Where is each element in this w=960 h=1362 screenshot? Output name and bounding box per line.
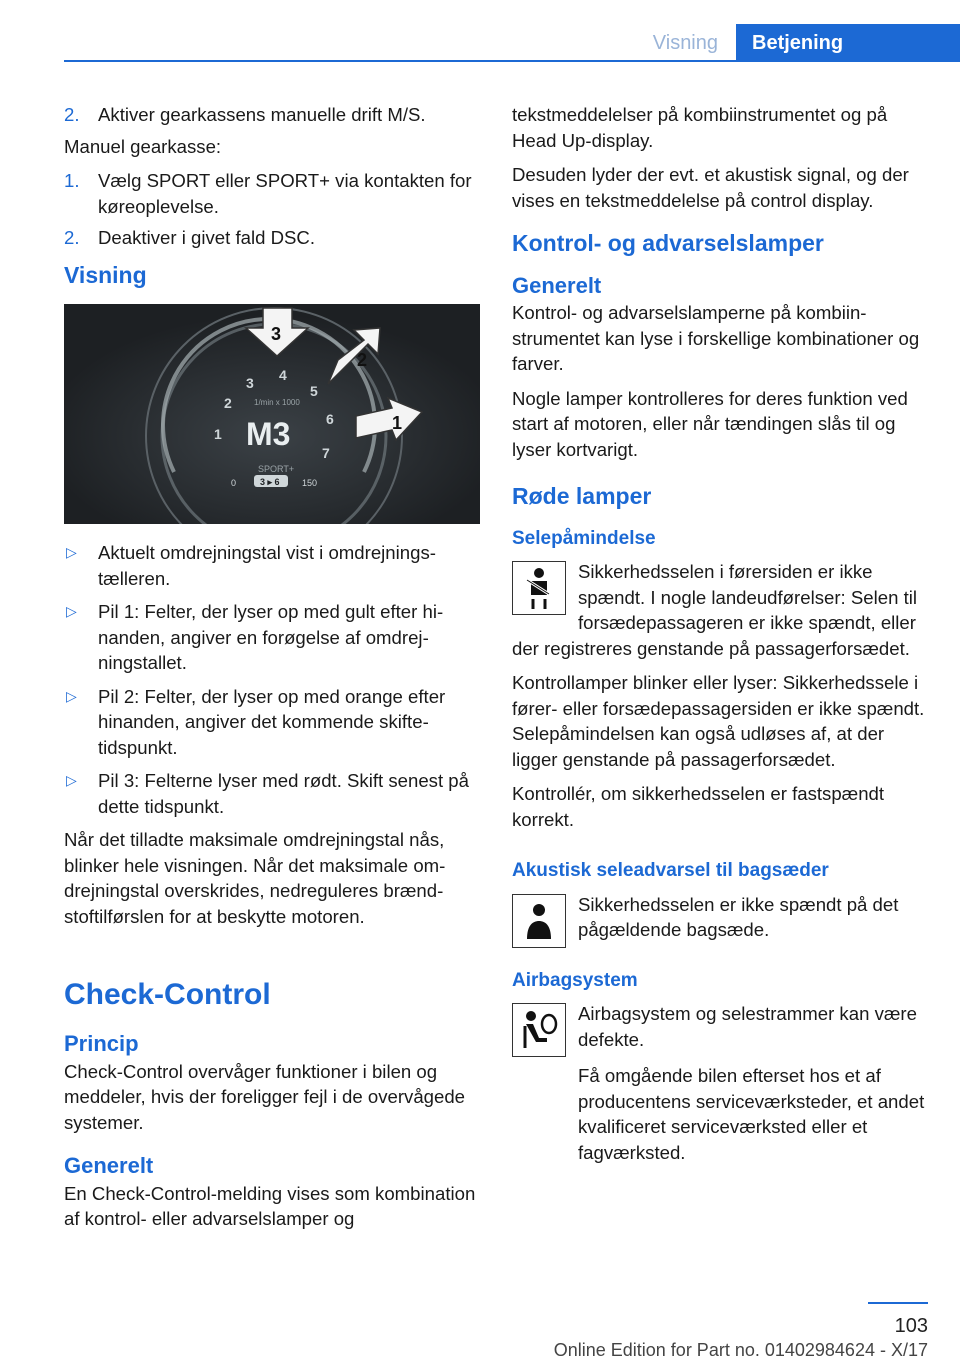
bullet-marker-icon: ▷ xyxy=(66,687,77,704)
akustisk-block xyxy=(512,892,928,948)
edition-label: Online Edition for Part no. 01402984624 - X/17 xyxy=(553,1340,928,1360)
airbag-block xyxy=(512,1001,928,1057)
sele-text: Sikkerhedsselen i førersiden er ikke spændt. I nogle landeudførelser: Selen til forsædepassageren er ikke spændt, eller der registreres genstande på passagerforsædet. xyxy=(512,561,918,659)
airbag-p2: Få omgående bilen efterset hos et af producentens serviceværksteder, et andet kvalificeret serviceværksted eller et fagværksted. xyxy=(578,1065,925,1163)
step-text: Deaktiver i givet fald DSC. xyxy=(98,227,316,248)
scale-label: 1 xyxy=(214,426,222,442)
bullet-marker-icon: ▷ xyxy=(66,603,77,619)
red-lamps-heading: Røde lamper xyxy=(512,483,652,509)
paragraph: En Check-Control-melding vises som kombination af kontrol- eller advarselslamper og xyxy=(64,1182,476,1229)
scale-label: 4 xyxy=(279,367,287,383)
check-control-heading: Check-Control xyxy=(64,978,271,1011)
scale-label: 2 xyxy=(224,395,232,411)
page-footer xyxy=(328,1305,928,1361)
bullet-item xyxy=(64,768,476,819)
header-tab-betjening[interactable]: Betjening xyxy=(736,24,960,62)
sport-mode-label: SPORT+ xyxy=(258,464,295,474)
paragraph: Kontrol- og advarselslamperne på kombiinstrumentet kan lyse i forskellige kombinationer og farver. xyxy=(512,302,920,374)
page-number: 103 xyxy=(894,1315,928,1337)
bullet-item xyxy=(64,599,476,676)
speed-label: 150 xyxy=(302,478,318,488)
generelt-heading: Generelt xyxy=(64,1153,154,1178)
generelt-heading: Generelt xyxy=(512,272,602,298)
paragraph: Kontrollér, om sikkerhedsselen er fastspændt korrekt. xyxy=(512,783,885,830)
paragraph: Nogle lamper kontrolleres for deres funktion ved start af motoren, eller når tændingen slås til og lyser kortvarigt. xyxy=(512,387,908,460)
step-text: Vælg SPORT eller SPORT+ via kontakten for køreoplevelse. xyxy=(98,170,472,217)
paragraph xyxy=(512,1063,928,1165)
airbag-heading: Airbagsystem xyxy=(512,969,638,991)
speed-label: 0 xyxy=(231,478,237,488)
sele-block xyxy=(512,559,928,661)
manuel-label: Manuel gearkasse: xyxy=(64,135,222,157)
paragraph: Check-Control overvåger funktioner i bilen og meddeler, hvis der foreligger fejl i de overvågede systemer. xyxy=(64,1060,466,1133)
bullet-text: Pil 3: Felterne lyser med rødt. Skift senest på dette tidspunkt. xyxy=(98,770,469,817)
step-number: 1. xyxy=(64,170,80,191)
lamps-heading: Kontrol- og advarselslamper xyxy=(512,230,824,256)
svg-text:3: 3 xyxy=(271,324,282,344)
page-header xyxy=(64,24,960,62)
bullet-text: Pil 1: Felter, der lyser op med gult efter hinanden, angiver en forøgelse af omdrejningstallet. xyxy=(98,601,444,673)
bullet-item xyxy=(64,684,476,761)
unit-label: 1/min x 1000 xyxy=(254,398,300,407)
tachometer-illustration xyxy=(64,304,480,524)
visning-heading: Visning xyxy=(64,261,147,288)
scale-label: 5 xyxy=(310,383,318,399)
step-item xyxy=(64,168,476,219)
step-item xyxy=(64,102,476,128)
step-item xyxy=(64,225,476,251)
paragraph: tekstmeddelelser på kombiinstrumentet og på Head Up-display. xyxy=(512,104,888,151)
svg-text:2: 2 xyxy=(357,350,368,370)
bullet-marker-icon: ▷ xyxy=(66,544,77,560)
right-column xyxy=(512,102,928,1165)
scale-label: 3 xyxy=(246,375,254,391)
bullet-text: Pil 2: Felter, der lyser op med orange efter hinanden, angiver det kommende skiftetidspunkt. xyxy=(98,685,446,758)
sele-heading: Selepåmindelse xyxy=(512,527,656,549)
princip-heading: Princip xyxy=(64,1031,139,1056)
header-tab-visning[interactable]: Visning xyxy=(652,32,718,54)
bullet-text: Aktuelt omdrejningstal vist i omdrejningstælleren. xyxy=(98,542,436,589)
scale-label: 7 xyxy=(322,445,330,461)
airbag-text: Airbagsystem og selestrammer kan være defekte. xyxy=(578,1003,917,1050)
gear-range: 3 ▸ 6 xyxy=(260,477,280,487)
bullet-marker-icon: ▷ xyxy=(66,772,77,788)
footer-rule xyxy=(868,1302,928,1304)
rear-seat-belt-icon xyxy=(512,894,566,948)
airbag-icon xyxy=(512,1003,566,1057)
gear-indicator: M3 xyxy=(246,416,291,452)
akustisk-text: Sikkerhedsselen er ikke spændt på det pågældende bagsæde. xyxy=(578,893,899,940)
left-column xyxy=(64,102,476,1241)
paragraph: Når det tilladte maksimale omdrejningstal nås, blinker hele visningen. Når det maksimale omdrejningstal overskrides, nedreguleres brændstoftilførslen for at beskytte motoren. xyxy=(64,829,446,927)
tachometer-figure xyxy=(64,304,480,524)
step-text: Aktiver gearkassens manuelle drift M/S. xyxy=(98,104,426,125)
paragraph: Desuden lyder der evt. et akustisk signal, og der vises en tekstmeddelelse på control display. xyxy=(512,164,909,211)
scale-label: 6 xyxy=(326,411,334,427)
paragraph: Kontrollamper blinker eller lyser: Sikkerhedssele i fører- eller forsædepassagersiden er ikke spændt. Selepåmindelsen kan også udløses af, at der ligger genstande på passagerforsædet. xyxy=(512,672,925,770)
akustisk-heading: Akustisk seleadvarsel til bagsæder xyxy=(512,860,829,881)
bullet-item xyxy=(64,540,476,591)
header-rule xyxy=(64,60,960,62)
svg-text:1: 1 xyxy=(392,413,403,433)
seatbelt-icon xyxy=(512,561,566,615)
step-number: 2. xyxy=(64,227,80,248)
step-number: 2. xyxy=(64,104,80,125)
